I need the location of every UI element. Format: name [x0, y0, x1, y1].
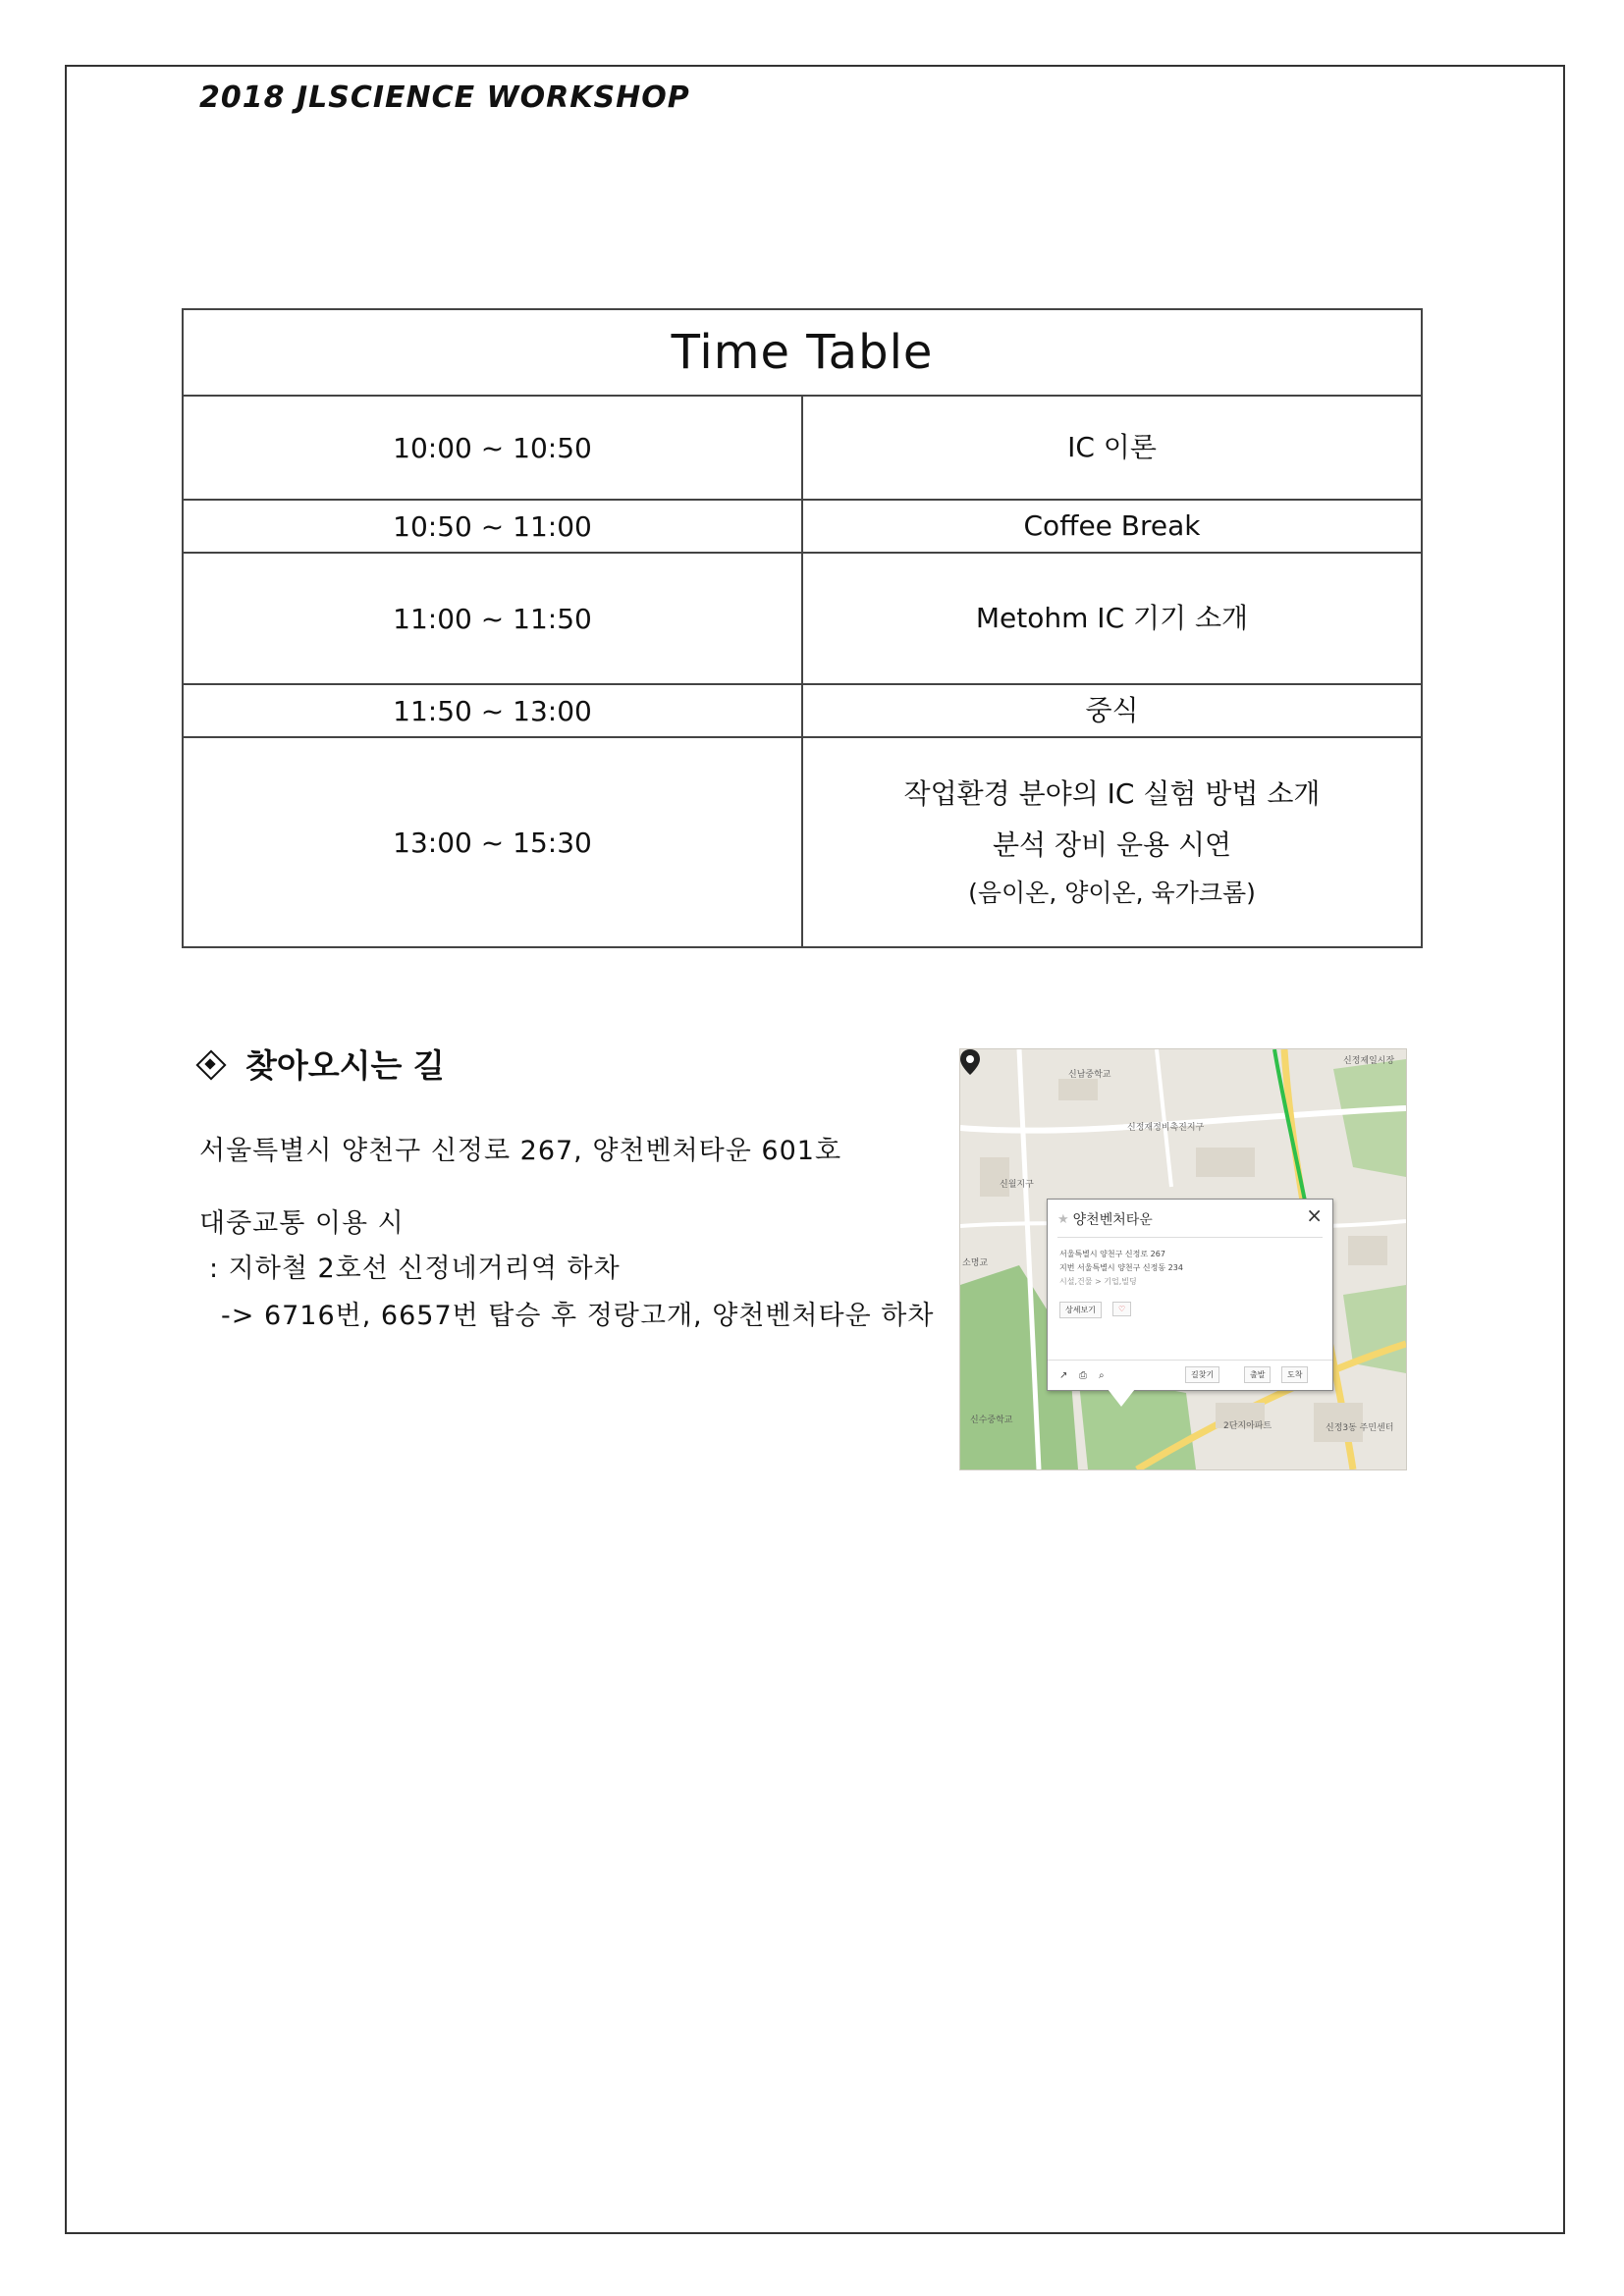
timetable-row — [183, 684, 1422, 737]
activity-text: 작업환경 분야의 IC 실험 방법 소개 — [903, 777, 1321, 810]
time-cell: 11:00 ~ 11:50 — [183, 553, 802, 684]
popup-title-text: 양천벤처타운 — [1072, 1212, 1153, 1228]
time-cell: 11:50 ~ 13:00 — [183, 684, 802, 737]
popup-footer — [1048, 1360, 1332, 1390]
map-label: 신수중학교 — [970, 1415, 1013, 1425]
document-header-title: 2018 JLSCIENCE WORKSHOP — [199, 80, 690, 115]
timetable-row — [183, 553, 1422, 684]
arrive-button[interactable]: 도착 — [1281, 1366, 1308, 1383]
map-label: 신정재정비촉진지구 — [1127, 1123, 1205, 1133]
map-road — [1157, 1049, 1171, 1187]
popup-tail — [1108, 1389, 1135, 1407]
time-cell: 10:00 ~ 10:50 — [183, 396, 802, 500]
activity-text: Metohm IC 기기 소개 — [975, 602, 1249, 634]
zoom-icon[interactable]: ⌕ — [1099, 1370, 1105, 1381]
map-label: 신정3동 주민센터 — [1326, 1423, 1394, 1433]
map-park-area — [1333, 1059, 1406, 1177]
location-map[interactable] — [959, 1048, 1407, 1470]
activity-text: 분석 장비 운용 시연 — [992, 828, 1232, 861]
map-label: 신정제일시장 — [1343, 1056, 1395, 1066]
heart-icon[interactable]: ♡ — [1112, 1302, 1131, 1316]
timetable-row — [183, 737, 1422, 947]
map-label: 2단지아파트 — [1223, 1421, 1272, 1431]
activity-cell — [802, 396, 1422, 500]
map-building — [1348, 1236, 1387, 1265]
start-button[interactable]: 출발 — [1244, 1366, 1271, 1383]
share-icon[interactable]: ↗ — [1059, 1370, 1068, 1381]
activity-note: (음이온, 양이온, 육가크롬) — [968, 879, 1256, 907]
activity-text: IC 이론 — [1067, 431, 1157, 463]
address-text: 서울특별시 양천구 신정로 267, 양천벤처타운 601호 — [199, 1136, 842, 1166]
map-info-popup — [1047, 1199, 1333, 1391]
directions-heading — [196, 1041, 445, 1087]
print-icon[interactable]: ⎙ — [1079, 1370, 1087, 1381]
timetable — [182, 308, 1423, 948]
map-label: 소명교 — [962, 1258, 989, 1268]
popup-lot-address — [1059, 1262, 1183, 1273]
popup-lot-label: 지번 — [1059, 1263, 1075, 1272]
transit-bus-line: -> 6716번, 6657번 탑승 후 정랑고개, 양천벤처타운 하차 — [221, 1301, 935, 1331]
detail-button[interactable]: 상세보기 — [1059, 1302, 1102, 1318]
transit-subway-line: : 지하철 2호선 신정네거리역 하차 — [209, 1254, 621, 1284]
star-icon[interactable]: ★ — [1057, 1211, 1069, 1227]
map-building — [1058, 1079, 1098, 1100]
timetable-title: Time Table — [183, 309, 1422, 396]
activity-cell — [802, 737, 1422, 947]
popup-divider — [1057, 1237, 1323, 1238]
map-label: 신월지구 — [1000, 1180, 1034, 1190]
popup-title — [1057, 1209, 1153, 1229]
map-pin-icon[interactable] — [960, 1049, 980, 1075]
time-cell: 13:00 ~ 15:30 — [183, 737, 802, 947]
activity-text: Coffee Break — [1023, 509, 1201, 542]
map-label: 신남중학교 — [1068, 1070, 1111, 1080]
map-building — [1196, 1148, 1255, 1177]
diamond-bullet-icon — [196, 1050, 224, 1078]
transit-title: 대중교통 이용 시 — [199, 1208, 405, 1239]
time-cell: 10:50 ~ 11:00 — [183, 500, 802, 553]
popup-road-address: 서울특별시 양천구 신정로 267 — [1059, 1250, 1165, 1258]
activity-cell — [802, 684, 1422, 737]
timetable-row — [183, 500, 1422, 553]
activity-cell — [802, 500, 1422, 553]
popup-category: 시설,건물 > 기업,빌딩 — [1059, 1277, 1137, 1286]
activity-text: 중식 — [1085, 694, 1139, 726]
route-button[interactable]: 길찾기 — [1185, 1366, 1219, 1383]
timetable-row — [183, 396, 1422, 500]
close-icon[interactable]: × — [1306, 1203, 1323, 1227]
activity-cell — [802, 553, 1422, 684]
popup-lot-value: 서울특별시 양천구 신정동 234 — [1077, 1263, 1183, 1272]
directions-heading-text: 찾아오시는 길 — [245, 1046, 445, 1085]
